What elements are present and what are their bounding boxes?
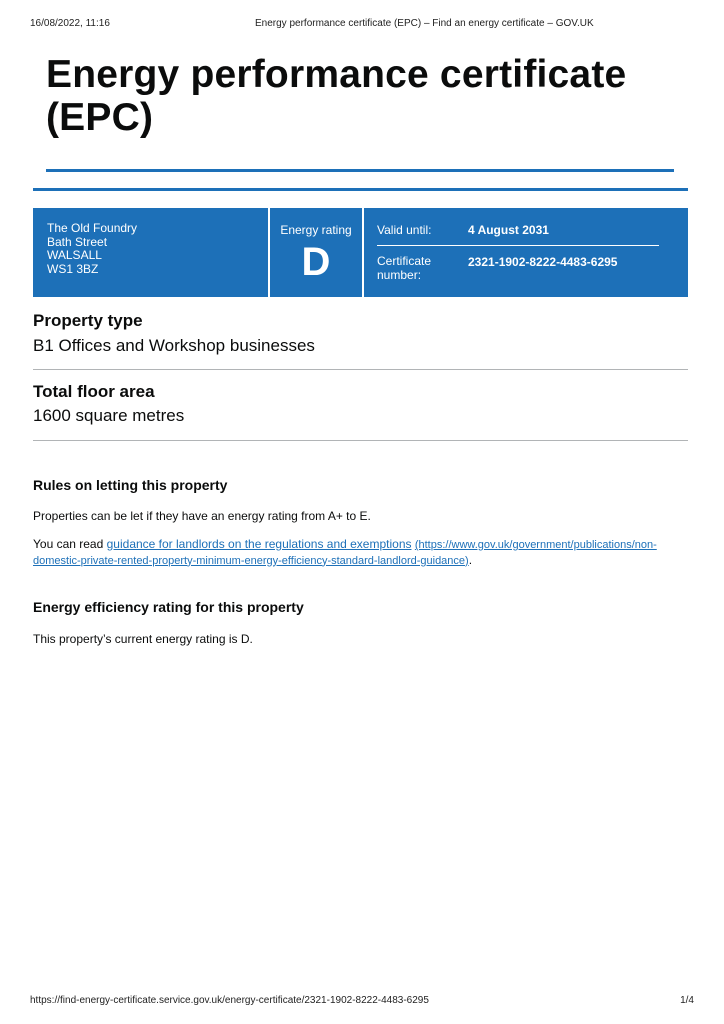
property-type-value: B1 Offices and Workshop businesses bbox=[33, 336, 315, 355]
landlord-guidance-link[interactable]: guidance for landlords on the regulations and exemptions bbox=[106, 537, 412, 551]
letting-rules-text: Properties can be let if they have an energy rating from A+ to E. bbox=[33, 509, 371, 523]
epc-summary-panel bbox=[33, 208, 688, 297]
letting-guidance-paragraph bbox=[33, 537, 673, 568]
title-divider bbox=[46, 169, 674, 172]
valid-until-value: 4 August 2031 bbox=[468, 223, 549, 237]
page-number: 1/4 bbox=[680, 995, 694, 1006]
address-line: The Old Foundry bbox=[47, 221, 138, 235]
summary-list-divider bbox=[33, 369, 688, 370]
print-datetime: 16/08/2022, 11:16 bbox=[30, 18, 110, 29]
energy-rating-letter: D bbox=[301, 240, 331, 284]
guidance-prefix: You can read bbox=[33, 537, 107, 551]
energy-rating-label: Energy rating bbox=[280, 223, 352, 237]
landlord-guidance-url[interactable]: (https://www.gov.uk/government/publications/non-domestic-private-rented-property-minimum-energy-efficiency-standard-landlord-guidance) bbox=[33, 539, 657, 567]
property-address bbox=[33, 208, 268, 297]
address-line: Bath Street bbox=[47, 234, 108, 249]
energy-rating-block bbox=[270, 208, 362, 297]
floor-area-heading: Total floor area bbox=[33, 382, 155, 401]
print-page-title: Energy performance certificate (EPC) – Find an energy certificate – GOV.UK bbox=[255, 18, 594, 29]
efficiency-heading: Energy efficiency rating for this property bbox=[33, 599, 304, 615]
print-url: https://find-energy-certificate.service.gov.uk/energy-certificate/2321-1902-8222-4483-6295 bbox=[30, 995, 429, 1006]
section-divider bbox=[33, 188, 688, 191]
summary-list-divider bbox=[33, 440, 688, 441]
page-title: Energy performance certificate (EPC) bbox=[46, 53, 627, 139]
letting-rules-heading: Rules on letting this property bbox=[33, 477, 228, 493]
efficiency-text: This property’s current energy rating is D. bbox=[33, 632, 253, 646]
print-header bbox=[30, 18, 694, 32]
certificate-details bbox=[364, 208, 688, 297]
certificate-number-value: 2321-1902-8222-4483-6295 bbox=[468, 255, 618, 269]
print-footer bbox=[30, 995, 694, 1009]
certificate-number-label: Certificate number: bbox=[377, 254, 432, 282]
details-divider bbox=[377, 245, 659, 246]
guidance-suffix: . bbox=[468, 552, 473, 567]
floor-area-value: 1600 square metres bbox=[33, 406, 185, 425]
address-postcode: WS1 3BZ bbox=[47, 261, 99, 276]
property-type-heading: Property type bbox=[33, 311, 143, 330]
valid-until-label: Valid until: bbox=[377, 223, 432, 237]
address-line: WALSALL bbox=[47, 248, 102, 262]
